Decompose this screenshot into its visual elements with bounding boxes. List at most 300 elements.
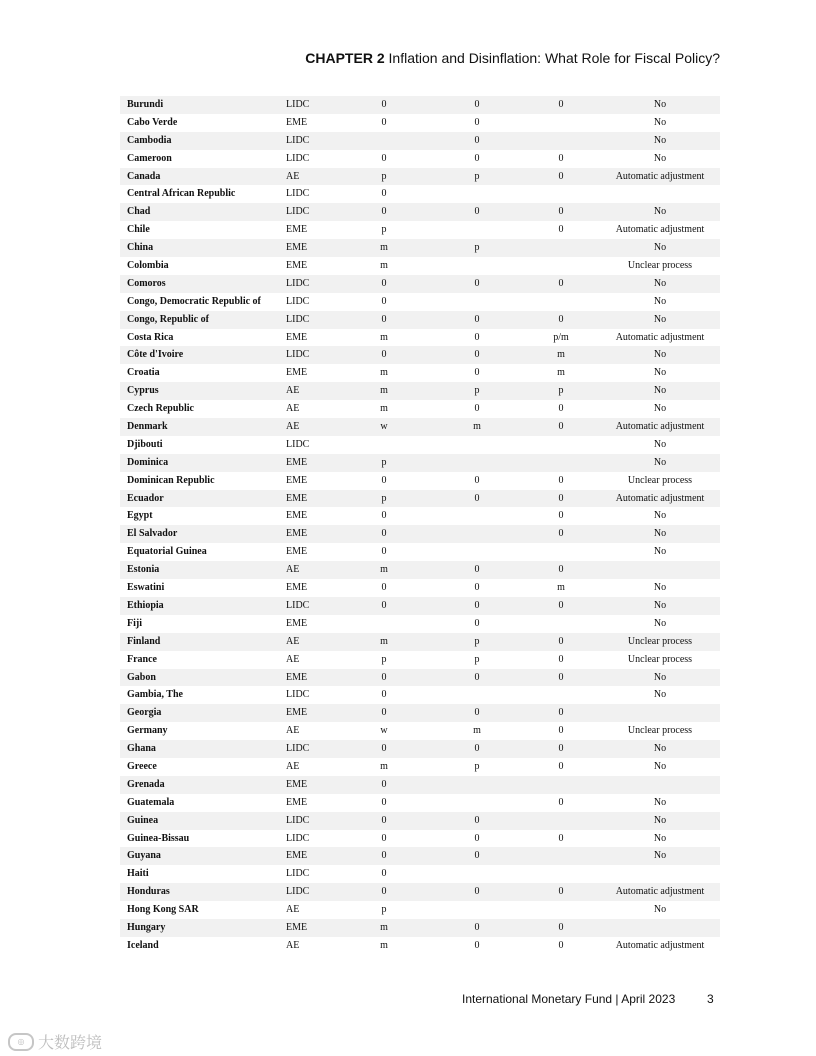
adjustment-status: No <box>653 295 667 307</box>
col-2-value: 0 <box>474 116 480 128</box>
adjustment-status: Unclear process <box>627 725 693 737</box>
adjustment-status: Unclear process <box>627 635 693 647</box>
table-row <box>120 311 720 329</box>
adjustment-status: No <box>653 313 667 325</box>
col-3-value: p/m <box>553 331 569 343</box>
col-1-value: 0 <box>381 313 387 325</box>
country-name: Ecuador <box>127 492 164 504</box>
table-row <box>120 543 720 561</box>
table-row <box>120 490 720 508</box>
country-name: Cabo Verde <box>127 116 178 128</box>
adjustment-status: No <box>653 743 667 755</box>
col-1-value: 0 <box>381 582 387 594</box>
income-group: AE <box>286 635 300 647</box>
adjustment-status: Automatic adjustment <box>615 886 705 898</box>
table-row <box>120 400 720 418</box>
col-1-value: m <box>380 939 388 951</box>
watermark-logo-icon: ◎ <box>8 1033 34 1051</box>
col-1-value: w <box>380 725 388 737</box>
adjustment-status: No <box>653 116 667 128</box>
adjustment-status: No <box>653 582 667 594</box>
col-3-value: 0 <box>558 206 564 218</box>
col-1-value: 0 <box>381 349 387 361</box>
col-2-value: p <box>474 385 480 397</box>
country-name: Iceland <box>127 939 159 951</box>
table-row <box>120 937 720 955</box>
page-number: 3 <box>707 992 714 1006</box>
table-row <box>120 472 720 490</box>
col-1-value: m <box>380 564 388 576</box>
col-3-value: 0 <box>558 313 564 325</box>
col-1-value: 0 <box>381 474 387 486</box>
country-name: Equatorial Guinea <box>127 546 207 558</box>
income-group: LIDC <box>286 99 310 110</box>
income-group: LIDC <box>286 599 310 611</box>
col-1-value: m <box>380 242 388 254</box>
col-1-value: 0 <box>381 796 387 808</box>
table-row <box>120 633 720 651</box>
col-3-value: 0 <box>558 653 564 665</box>
income-group: LIDC <box>286 134 310 146</box>
col-3-value: 0 <box>558 277 564 289</box>
col-1-value: 0 <box>381 886 387 898</box>
watermark <box>8 1030 102 1053</box>
country-name: Congo, Republic of <box>127 313 209 325</box>
col-2-value: m <box>473 421 481 433</box>
col-3-value: 0 <box>558 224 564 236</box>
country-name: France <box>127 653 157 665</box>
table-row <box>120 185 720 203</box>
col-2-value: 0 <box>474 331 480 343</box>
col-2-value: 0 <box>474 939 480 951</box>
col-1-value: p <box>381 456 387 468</box>
col-1-value: 0 <box>381 743 387 755</box>
adjustment-status: No <box>653 349 667 361</box>
adjustment-status: No <box>653 206 667 218</box>
col-2-value: 0 <box>474 832 480 844</box>
table-row <box>120 597 720 615</box>
col-3-value: 0 <box>558 832 564 844</box>
adjustment-status: No <box>653 599 667 611</box>
col-2-value: 0 <box>474 582 480 594</box>
table-row <box>120 758 720 776</box>
col-3-value: 0 <box>558 528 564 540</box>
income-group: EME <box>286 617 308 629</box>
table-row <box>120 740 720 758</box>
country-name: Djibouti <box>127 438 163 450</box>
country-name: Cyprus <box>127 385 159 397</box>
adjustment-status: No <box>653 510 667 522</box>
adjustment-status: No <box>653 796 667 808</box>
income-group: LIDC <box>286 689 310 701</box>
income-group: AE <box>286 725 300 737</box>
col-1-value: 0 <box>381 814 387 826</box>
col-3-value: 0 <box>558 152 564 164</box>
income-group: LIDC <box>286 868 310 880</box>
col-1-value: 0 <box>381 99 387 110</box>
country-name: Ethiopia <box>127 599 164 611</box>
table-row <box>120 346 720 364</box>
col-1-value: 0 <box>381 832 387 844</box>
country-name: Central African Republic <box>127 188 236 200</box>
table-row <box>120 561 720 579</box>
col-3-value: 0 <box>558 796 564 808</box>
adjustment-status: Automatic adjustment <box>615 170 705 182</box>
table-row <box>120 418 720 436</box>
adjustment-status: No <box>653 671 667 683</box>
income-group: EME <box>286 456 308 468</box>
country-name: Guinea <box>127 814 159 826</box>
col-2-value: 0 <box>474 814 480 826</box>
adjustment-status: No <box>653 689 667 701</box>
col-3-value: 0 <box>558 725 564 737</box>
col-2-value: 0 <box>474 886 480 898</box>
adjustment-status: Unclear process <box>627 653 693 665</box>
col-1-value: m <box>380 385 388 397</box>
income-group: EME <box>286 116 308 128</box>
col-2-value: 0 <box>474 617 480 629</box>
income-group: EME <box>286 850 308 862</box>
col-1-value: 0 <box>381 599 387 611</box>
col-1-value: m <box>380 921 388 933</box>
col-3-value: 0 <box>558 671 564 683</box>
country-name: Congo, Democratic Republic of <box>127 295 261 307</box>
col-1-value: 0 <box>381 206 387 218</box>
income-group: EME <box>286 546 308 558</box>
income-group: EME <box>286 582 308 594</box>
country-name: Guinea-Bissau <box>127 832 190 844</box>
adjustment-status: Automatic adjustment <box>615 421 705 433</box>
table-row <box>120 275 720 293</box>
col-2-value: 0 <box>474 850 480 862</box>
country-name: Eswatini <box>127 582 165 594</box>
country-name: Guatemala <box>127 796 175 808</box>
country-name: Dominican Republic <box>127 474 215 486</box>
income-group: EME <box>286 331 308 343</box>
chapter-label: CHAPTER 2 <box>305 50 385 66</box>
col-2-value: 0 <box>474 474 480 486</box>
income-group: LIDC <box>286 277 310 289</box>
income-group: EME <box>286 260 308 272</box>
table-row <box>120 114 720 132</box>
col-1-value: m <box>380 367 388 379</box>
adjustment-status: Automatic adjustment <box>615 224 705 236</box>
table-row <box>120 579 720 597</box>
country-name: Gambia, The <box>127 689 183 701</box>
table-row <box>120 651 720 669</box>
col-2-value: 0 <box>474 671 480 683</box>
col-3-value: 0 <box>558 886 564 898</box>
country-name: Hong Kong SAR <box>127 904 199 916</box>
table-row <box>120 901 720 919</box>
col-2-value: 0 <box>474 313 480 325</box>
col-1-value: 0 <box>381 116 387 128</box>
country-name: Gabon <box>127 671 156 683</box>
col-2-value: 0 <box>474 349 480 361</box>
adjustment-status: No <box>653 438 667 450</box>
col-3-value: 0 <box>558 492 564 504</box>
table-row <box>120 257 720 275</box>
country-name: Estonia <box>127 564 160 576</box>
income-group: LIDC <box>286 295 310 307</box>
col-1-value: 0 <box>381 152 387 164</box>
table-row <box>120 293 720 311</box>
income-group: EME <box>286 367 308 379</box>
adjustment-status: No <box>653 152 667 164</box>
table-row <box>120 883 720 901</box>
table-row <box>120 776 720 794</box>
adjustment-status: Unclear process <box>627 474 693 486</box>
table-row <box>120 239 720 257</box>
country-table <box>120 96 720 955</box>
table-row <box>120 168 720 186</box>
col-3-value: 0 <box>558 760 564 772</box>
col-1-value: 0 <box>381 510 387 522</box>
income-group: EME <box>286 671 308 683</box>
income-group: LIDC <box>286 313 310 325</box>
adjustment-status: No <box>653 850 667 862</box>
adjustment-status: No <box>653 403 667 415</box>
adjustment-status: No <box>653 760 667 772</box>
table-row <box>120 436 720 454</box>
income-group: LIDC <box>286 886 310 898</box>
col-1-value: 0 <box>381 868 387 880</box>
income-group: AE <box>286 403 300 415</box>
table-row <box>120 132 720 150</box>
country-name: Czech Republic <box>127 403 194 415</box>
col-3-value: 0 <box>558 707 564 719</box>
col-3-value: 0 <box>558 921 564 933</box>
col-1-value: m <box>380 760 388 772</box>
income-group: AE <box>286 653 300 665</box>
col-1-value: 0 <box>381 295 387 307</box>
col-3-value: 0 <box>558 939 564 951</box>
table-row <box>120 507 720 525</box>
col-1-value: 0 <box>381 277 387 289</box>
col-3-value: 0 <box>558 403 564 415</box>
col-1-value: w <box>380 421 388 433</box>
adjustment-status: No <box>653 832 667 844</box>
country-name: Egypt <box>127 510 153 522</box>
income-group: AE <box>286 904 300 916</box>
col-1-value: 0 <box>381 671 387 683</box>
col-2-value: m <box>473 725 481 737</box>
income-group: LIDC <box>286 349 310 361</box>
adjustment-status: No <box>653 385 667 397</box>
income-group: AE <box>286 421 300 433</box>
col-2-value: 0 <box>474 492 480 504</box>
col-1-value: p <box>381 492 387 504</box>
adjustment-status: No <box>653 456 667 468</box>
watermark-text: 大数跨境 <box>38 1033 103 1052</box>
table-row <box>120 525 720 543</box>
chapter-title: Inflation and Disinflation: What Role for Fiscal Policy? <box>388 50 720 66</box>
adjustment-status: No <box>653 242 667 254</box>
col-2-value: 0 <box>474 403 480 415</box>
col-1-value: m <box>380 331 388 343</box>
income-group: AE <box>286 170 300 182</box>
adjustment-status: No <box>653 134 667 146</box>
income-group: EME <box>286 921 308 933</box>
country-name: Germany <box>127 725 168 737</box>
adjustment-status: No <box>653 546 667 558</box>
table-row <box>120 329 720 347</box>
country-name: Greece <box>127 760 157 772</box>
table-row <box>120 382 720 400</box>
col-1-value: m <box>380 403 388 415</box>
adjustment-status: No <box>653 99 667 110</box>
income-group: EME <box>286 474 308 486</box>
country-name: Honduras <box>127 886 170 898</box>
col-3-value: 0 <box>558 510 564 522</box>
table-row <box>120 865 720 883</box>
country-name: Finland <box>127 635 161 647</box>
footer-text: International Monetary Fund | April 2023 <box>462 992 676 1006</box>
col-3-value: m <box>557 367 565 379</box>
country-name: Grenada <box>127 778 165 790</box>
table-row <box>120 794 720 812</box>
adjustment-status: No <box>653 367 667 379</box>
country-name: Cameroon <box>127 152 172 164</box>
col-3-value: m <box>557 349 565 361</box>
col-1-value: 0 <box>381 707 387 719</box>
col-3-value: 0 <box>558 421 564 433</box>
running-header <box>305 50 720 66</box>
col-2-value: p <box>474 242 480 254</box>
col-1-value: m <box>380 635 388 647</box>
adjustment-status: No <box>653 617 667 629</box>
table-row <box>120 686 720 704</box>
income-group: LIDC <box>286 438 310 450</box>
table-row <box>120 704 720 722</box>
col-2-value: 0 <box>474 564 480 576</box>
col-2-value: p <box>474 170 480 182</box>
col-3-value: p <box>558 385 564 397</box>
country-name: Ghana <box>127 743 156 755</box>
country-name: Colombia <box>127 260 169 272</box>
country-name: Costa Rica <box>127 331 174 343</box>
income-group: LIDC <box>286 152 310 164</box>
country-name: Dominica <box>127 456 169 468</box>
country-name: China <box>127 242 154 254</box>
col-1-value: 0 <box>381 546 387 558</box>
adjustment-status: No <box>653 814 667 826</box>
col-2-value: 0 <box>474 367 480 379</box>
col-3-value: m <box>557 582 565 594</box>
country-name: El Salvador <box>127 528 178 540</box>
col-2-value: 0 <box>474 134 480 146</box>
income-group: LIDC <box>286 188 310 200</box>
col-3-value: 0 <box>558 99 564 110</box>
table-row <box>120 919 720 937</box>
col-2-value: p <box>474 653 480 665</box>
income-group: AE <box>286 939 300 951</box>
income-group: AE <box>286 564 300 576</box>
col-1-value: 0 <box>381 528 387 540</box>
table-row <box>120 722 720 740</box>
table-row <box>120 830 720 848</box>
col-2-value: 0 <box>474 99 480 110</box>
col-2-value: 0 <box>474 707 480 719</box>
country-name: Georgia <box>127 707 162 719</box>
table-row <box>120 221 720 239</box>
table-row <box>120 669 720 687</box>
col-1-value: m <box>380 260 388 272</box>
country-name: Côte d'Ivoire <box>127 349 184 361</box>
country-name: Haiti <box>127 868 149 880</box>
col-1-value: p <box>381 170 387 182</box>
table-row <box>120 203 720 221</box>
adjustment-status: No <box>653 528 667 540</box>
table-row <box>120 150 720 168</box>
income-group: LIDC <box>286 206 310 218</box>
income-group: EME <box>286 510 308 522</box>
col-2-value: 0 <box>474 599 480 611</box>
country-name: Chad <box>127 206 151 218</box>
col-3-value: 0 <box>558 170 564 182</box>
country-name: Hungary <box>127 921 166 933</box>
country-name: Fiji <box>127 617 142 629</box>
country-name: Cambodia <box>127 134 172 146</box>
adjustment-status: No <box>653 277 667 289</box>
col-1-value: 0 <box>381 850 387 862</box>
country-name: Canada <box>127 170 161 182</box>
col-3-value: 0 <box>558 635 564 647</box>
col-1-value: 0 <box>381 188 387 200</box>
col-3-value: 0 <box>558 474 564 486</box>
table-row <box>120 454 720 472</box>
col-3-value: 0 <box>558 564 564 576</box>
country-name: Comoros <box>127 277 166 289</box>
country-name: Burundi <box>127 99 164 110</box>
col-3-value: 0 <box>558 743 564 755</box>
income-group: EME <box>286 492 308 504</box>
col-2-value: 0 <box>474 206 480 218</box>
table-row <box>120 812 720 830</box>
income-group: EME <box>286 242 308 254</box>
income-group: EME <box>286 796 308 808</box>
col-2-value: 0 <box>474 277 480 289</box>
col-1-value: 0 <box>381 778 387 790</box>
table-row <box>120 847 720 865</box>
income-group: LIDC <box>286 743 310 755</box>
col-1-value: 0 <box>381 689 387 701</box>
col-1-value: p <box>381 904 387 916</box>
income-group: AE <box>286 760 300 772</box>
adjustment-status: No <box>653 904 667 916</box>
income-group: AE <box>286 385 300 397</box>
country-name: Denmark <box>127 421 168 433</box>
col-2-value: p <box>474 760 480 772</box>
income-group: EME <box>286 707 308 719</box>
country-name: Croatia <box>127 367 160 379</box>
table-row <box>120 615 720 633</box>
country-name: Chile <box>127 224 150 236</box>
adjustment-status: Automatic adjustment <box>615 939 705 951</box>
col-1-value: p <box>381 224 387 236</box>
col-3-value: 0 <box>558 599 564 611</box>
income-group: EME <box>286 224 308 236</box>
col-2-value: 0 <box>474 152 480 164</box>
col-2-value: 0 <box>474 743 480 755</box>
adjustment-status: Automatic adjustment <box>615 331 705 343</box>
table-row <box>120 96 720 114</box>
adjustment-status: Automatic adjustment <box>615 492 705 504</box>
table-row <box>120 364 720 382</box>
income-group: EME <box>286 528 308 540</box>
col-1-value: p <box>381 653 387 665</box>
income-group: EME <box>286 778 308 790</box>
